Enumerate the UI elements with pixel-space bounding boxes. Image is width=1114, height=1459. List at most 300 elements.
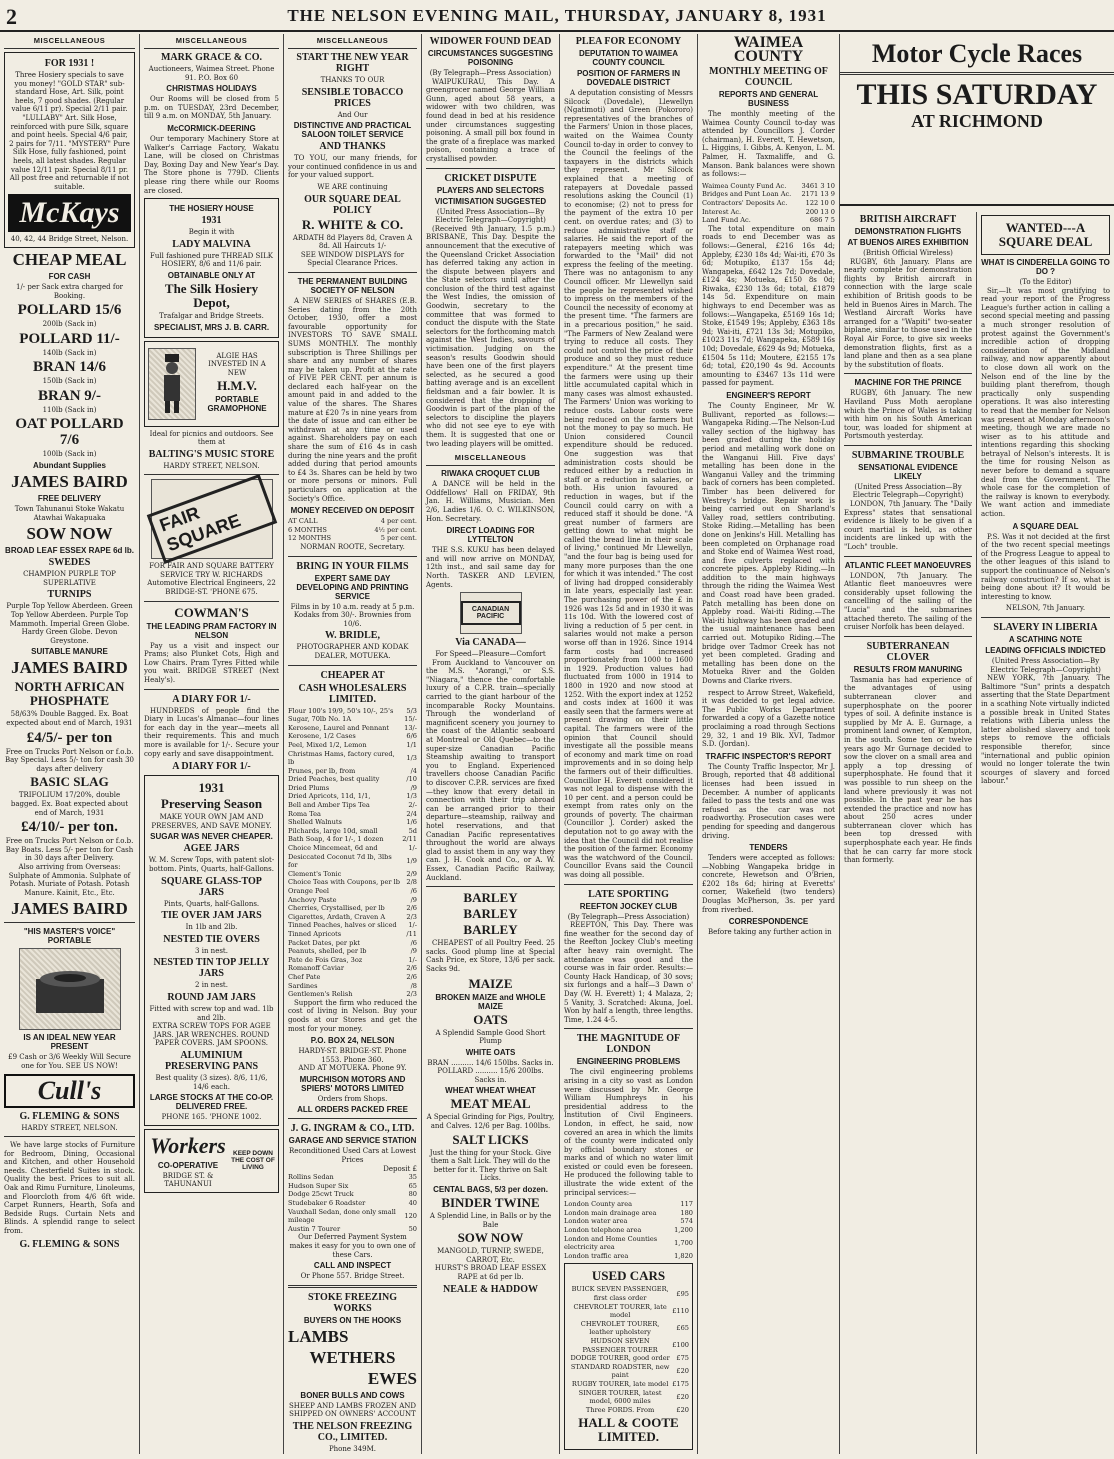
grocery-value: 1/- [408, 844, 417, 853]
grocery-value: 2/11 [402, 835, 417, 844]
ad-note: SEE WINDOW DISPLAYS for Special Clearance Prices. [300, 250, 405, 268]
grocery-item: Peanuts, shelled, per lb [288, 947, 367, 956]
ad-note: And Our [337, 110, 368, 119]
ad-note: Orders from Shops. [317, 1094, 388, 1103]
grocery-value: 1/3 [406, 753, 417, 762]
furniture-ad-body: We have large stocks of Furniture for Bedroom, Dining, Occasional and Kitchen, and other Household needs. Chesterfield Suites in stock. Quality the best. Prices to suit all. Oak and Rimu Furniture, Linoleums, and Floorcloth from 4/6 6ft wide. Carpet Runners, Hearth, Sofa and Bedside Rugs. Curtain Nets and Blinds. A splendid range to select from. [4, 1141, 135, 1236]
section-heading: MISCELLANEOUS [426, 451, 555, 466]
table-row [288, 896, 417, 905]
ad-headline: MEAT MEAL [450, 1096, 531, 1112]
table-row [564, 1200, 693, 1209]
grocery-value: 1/- [408, 955, 417, 964]
price-line: OAT POLLARD 7/6 [15, 416, 124, 449]
grocery-value: /8 [410, 981, 417, 990]
ad-headline: TIE OVER JAM JARS [161, 910, 262, 922]
article-subhead: CORRESPONDENCE [728, 917, 809, 927]
logo-text: Workers [150, 1132, 226, 1158]
ad-headline: NORTH AFRICAN PHOSPHATE [14, 679, 125, 709]
table-row [568, 1380, 689, 1389]
ad-address: HARDY STREET, NELSON. [21, 1123, 118, 1132]
grocery-item: Kerosene, 1/2 Cases [288, 732, 356, 741]
ad-headline: AND THANKS [319, 141, 386, 153]
table-row [288, 526, 417, 535]
table-row [288, 750, 417, 767]
grocery-item: Flour 100's 19/9, 50's 10/-, 25's [288, 706, 394, 715]
ad-note: PHOTOGRAPHER AND KODAK DEALER, MOTUEKA. [296, 643, 409, 660]
table-row [288, 534, 417, 543]
ad-note: A Splendid Sample Good Short Plump [435, 1028, 546, 1046]
ad-subhead: CALL AND INSPECT [313, 1261, 392, 1271]
ad-note: CHAMPION PURPLE TOP SUPERLATIVE [23, 570, 116, 587]
ad-subhead: P.O. BOX 24, NELSON [310, 1036, 395, 1046]
divider [426, 886, 555, 887]
divider [4, 922, 135, 923]
article-headline: LATE SPORTING [588, 888, 669, 900]
divider [144, 689, 279, 690]
table-row [564, 1209, 693, 1218]
ad-body: TO YOU, our many friends, for your continued confidence in us and for your valued support. [288, 154, 418, 180]
article-body: Tasmania has had experience of the advantages of using subterranean clover and superphosphate on the poorer types of soil. A definite instance is supplied by Mr A. E. Gurnage, a prominent land owner, of Kempton, in the south. Some ten or twelve years ago Mr Gurnage decided to sow the clover on a small area and apply a top dressing of superphosphate. He found that it was possible to run sheep on the land where previously it was not possible. In the past year he has extended the practice and now has about 250 acres under subterranean clover which has been top dressed with superphosphate each year. He finds that he can carry far more stock than formerly. [844, 675, 972, 865]
price-line: POLLARD 11/- [19, 330, 120, 347]
ad-subhead: GARAGE AND SERVICE STATION [288, 1136, 417, 1146]
ad-subhead: THE HOSIERY HOUSE [169, 204, 254, 214]
price-line: BRAN 14/6 [33, 359, 106, 376]
ad-body: A DANCE will be held in the Oddfellows' Hall on FRIDAY, 9th Jan. H. Williams, Musician. Men 2/6, Ladies 1/6. O. C. WILKINSON, Hon. Secretary. [426, 480, 555, 523]
ad-headline: NESTED TIE OVERS [163, 933, 260, 945]
table-row [564, 1235, 693, 1252]
table-row [288, 982, 417, 991]
logo-text: FAIR SQUARE [146, 474, 277, 564]
grocery-item: Packet Dates, per pkt [288, 938, 360, 947]
fleming-name: G. FLEMING & SONS [19, 1110, 120, 1122]
ad-body: Three Hosiery specials to save you money! "GOLD STAR" sub-standard Hose, Art. Silk, point heels, 7 good shades. (Regular value 6/11 pr). Special 2/11 pair. "LULLABY" Art. Silk Hose, reinforced with pure Silk, square and point heels. Special 4/6 pair, 2 pairs for 7/11. "MYSTERY" Pure Silk Hose, fully fashioned, point heels, all latest shades. Regular value 12/11 pair. Special 8/11 pr. All post free and returnable if not suitable. [9, 71, 130, 191]
car-item: Studebaker 6 Roadster [288, 1199, 366, 1208]
ad-headline: LADY MALVINA [172, 238, 251, 250]
article-headline: SUBMARINE TROUBLE [851, 449, 965, 461]
hosiery-house-ad [144, 198, 279, 337]
ad-subhead: DISTINCTIVE AND PRACTICAL SALOON TOILET SERVICE [293, 121, 412, 140]
area-value: 1,700 [674, 1238, 693, 1247]
article-body: Sir,—It was most gratifying to read your report of the Progress League's further action in calling a second special meeting and passing a much stronger resolution of protest against the Government's incredible action of dropping consideration of the Midland railway, and now apparently about to close down all work on the Nelson end of the line by the building plant therefrom, though practically only suspending operations. It was also interesting to read that the member for Nelson was present at Monday afternoon's meeting, though we are made no wiser as to his attitude and intentions regarding this shocking betrayal of Nelson's interests. It is the time for rousing Nelson as never before to demand a square deal from the Government. The whole case for the completion of the railway is known to everybody. We want action and immediate action. [981, 286, 1110, 519]
ad-headline: A DIARY FOR 1/- [172, 761, 251, 773]
balance-value: 2171 13 9 [801, 190, 835, 199]
ad-body: THE S.S. KUKU has been delayed and will now arrive on MONDAY, 12th inst., and sail same day for North. TASKER AND LEVIEN, Agents. [426, 546, 555, 589]
used-cars-table [568, 1285, 689, 1414]
ad-subhead: EXPERT SAME DAY DEVELOPING AND PRINTING SERVICE [296, 573, 409, 601]
man-icon [157, 354, 187, 414]
section-heading: MISCELLANEOUS [288, 34, 417, 49]
ad-note: For Speed—Pleasure—Comfort [435, 650, 546, 659]
ad-subhead: LARGE STOCKS AT THE CO-OP. DELIVERED FREE. [149, 1093, 274, 1112]
table-row [288, 844, 417, 853]
article-body: RUGBY, 6th January. The new Haviland Puss Moth aeroplane which the Prince of Wales is taking with him on his South American tour, was loaded for shipment at Portsmouth yesterday. [844, 389, 972, 441]
article-subhead: TENDERS [749, 843, 788, 853]
column-4 [422, 34, 560, 1454]
area-item: London water area [564, 1217, 628, 1226]
ad-note: Fitted with screw top and wad. 1lb and 2lb. [149, 1004, 274, 1022]
article-body: REEFTON, This Day. There was fine weather for the second day of the Reefton Jockey Club's meeting after heavy rain overnight. The attendance was good and the course was in fair order. Results:— County Hack Handicap, of 30 sovs; six furlongs and a half—3 Dawn o' Day (W. H. Everett) 1; 4 Malaza, 2; 5 Vanity, 3. Scratched: Akuna, Joel. Won by half a length, three lengths. Time, 1.24 4-5. [564, 921, 693, 1024]
area-value: 1,200 [674, 1226, 693, 1235]
price-line: POLLARD 15/6 [17, 302, 122, 319]
ad-note: THANKS TO OUR [320, 76, 385, 84]
ad-headline: MARK GRACE & CO. [160, 52, 263, 63]
ad-note: Purple Top Yellow Aberdeen. Green Top Yellow Aberdeen. Purple Top Mammoth. Imperial Green Globe. Hardy Green Globe. Devon Greystone. [6, 602, 133, 645]
man-illustration [148, 348, 196, 420]
table-row [288, 517, 417, 526]
ad-headline: CHEAPER AT [320, 669, 385, 681]
divider [426, 168, 555, 169]
article-body: Tenders were accepted as follows:—Nobbing Wangapeka bridge in concrete, Hewetson and O'Brien, £202 18s 6d; hiring at Everetts' corner, Wakefield (two tenders) Douglas McPherson, 3s. per yard from riverbed. [702, 854, 835, 914]
ad-body: From Auckland to Vancouver on the M.S. "Aorangi," or S.S. "Niagara," thence the comfortable luxury of a C.P.R. train—specially carried to the giant harbour of the incomparable Rocky Mountains. Through the wonderland of magnificent scenery you journey to the coast of the Atlantic seaboard at Montreal or Old Quebec—to the super-size Canadian Pacific Steamship awaiting to transport you to England. Experienced travellers choose Canadian Pacific to discover C.P.R. services are fixed—they know that every detail in connection with their trip abroad can be arranged prior to their departure—steamship, railway and hotel reservations, and that Canadian Pacific representatives throughout the world are always glad to assist them in any way they can. J. H. Cook and Co., or A. W. Essex, Canadian Pacific Railway, Auckland. [426, 658, 555, 882]
article-body: LONDON, 7th January. The Atlantic fleet manoeuvres were considerably upset following the cancelling of the sailing of the "Lucia" and the submarines attached thereto. The sailing of the cruiser Norfolk has been delayed. [844, 571, 972, 632]
article-body: A deputation consisting of Messrs Silcock (Dovedale), Llewellyn (Ngatimoti) and Green (Pokororo) representatives of the branches of the Farmers' Union in those places, waited on the Waimea County Council to-day in order to convey to the Council the feelings of the taxpayers in the districts which they represent. Mr Silcock explained that a meeting of ratepayers at Dovedale passed resolutions asking the Council (1) to economise; (2) not to press for the payment of the extra 10 per cent. on overdue rates; and (3) to reduce administrative staff or salaries. He said the report of the ratepayers meeting which was forwarded to the "Mail" did not express the feeling of the meeting. There was no antagonism to any Council officer. Mr Llewellyn said the people he represented wished to impress on the members of the Council the necessity of economy at the present time. "The farmers are in a precarious position," he said. "The Farmers of New Zealand were trying to reduce all costs. They could not control the price of their produce and so they must reduce expenditure." At the present time the farmers were using up their little accumulated capital which in many cases was almost exhausted. The Farmers' Union was working to reduce costs. Labour costs were being reduced on the farmers but not the money to pay so much. He Union considered Council expenditure should be reduced. One suggestion was that administration costs should be reduced either by a reduction in staff or a reduction in salaries, or both. His union favoured a reduction in wages, but if the Council could carry on with a reduced staff it should be done. "A great number of farmers are getting down to what might be called the bread line in their scale of living," continued Mr Llewellyn, "and the four bag is being used for many more purposes than the one for which it was intended." The cost of living had dropped considerably in late years, especially last year. The purchasing power of the £ in 1926 was 12s 5d and in 1930 it was 11s 10d. With the lowered cost of living a reduction of 5 per cent. in salaries would not make a person worse off than in 1926. Since 1914 farm costs had increased proportionately from 1000 to 1600 in 1929. Production values had fluctuated from 1000 in 1914 to 1800 in 1920 and now stood at 1252. With the export index at 1252 and costs index at 1600 it was easily seen that the farmers were at present drawing on their little capital. The farmers were of the opinion that Council should investigate all the possible means of economy and mark time on road improvements and in so doing help the farmers out of their difficulties. Councillor H. Everett considered it was not legal to dispense with the 10 per cent. and a person could be exempt from rates only on the grounds of poverty. The chairman (Councillor J. Corder) asked the deputation not to go away with the idea that the Council did not realise the position of the farmer. Economy was the watchword of the Council. Councillor Evans said the Council was doing all possible. [564, 89, 693, 880]
hmv-ad [144, 341, 279, 427]
grocery-value: /9 [410, 947, 417, 956]
article-subhead: PLAYERS AND SELECTORS [436, 185, 545, 195]
table-row [288, 818, 417, 827]
ad-headline: USED CARS [591, 1268, 666, 1284]
area-item: London main drainage area [564, 1208, 657, 1217]
grocery-value: /6 [410, 938, 417, 947]
ad-headline: HALL & COOTE LIMITED. [578, 1415, 679, 1445]
ad-headline: BINDER TWINE [441, 1195, 540, 1211]
ad-subhead: CO-OPERATIVE [157, 1160, 219, 1170]
ad-subhead: ALL ORDERS PACKED FREE [297, 1105, 408, 1115]
divider [4, 1136, 135, 1137]
used-car-value: £20 [676, 1367, 689, 1376]
article-subhead: SENSATIONAL EVIDENCE LIKELY [858, 462, 958, 481]
car-value: 65 [408, 1181, 417, 1190]
barley-heading: BARLEY [463, 906, 518, 922]
wethers-heading: WETHERS [309, 1347, 396, 1367]
ad-subhead: WHITE OATS [465, 1047, 516, 1057]
divider [840, 72, 1114, 75]
table-row [702, 190, 835, 199]
ad-subhead: BROAD LEAF ESSEX RAPE 6d lb. [5, 546, 134, 556]
table-row [568, 1363, 689, 1380]
ad-note: 2 in nest. [195, 981, 228, 990]
table-row [288, 707, 417, 716]
ad-headline: CASH WHOLESALERS LIMITED. [298, 682, 407, 705]
banner-subhead: AT RICHMOND [911, 111, 1043, 131]
barley-heading: BARLEY [463, 922, 518, 938]
divider [844, 373, 972, 374]
grocery-value: 2/6 [406, 904, 417, 913]
article-subhead: TRAFFIC INSPECTOR'S REPORT [705, 751, 832, 761]
table-row [288, 887, 417, 896]
ad-note: SHEEP AND LAMBS FROZEN AND SHIPPED ON OWNERS' ACCOUNT [288, 1401, 417, 1419]
fair-square-logo [151, 479, 273, 559]
delivery-towns: Town Tahunanui Stoke Wakatu Atawhai Wakapuaka [14, 505, 125, 522]
used-car-item: CHEVROLET TOURER, late model [573, 1302, 667, 1320]
article-subhead: ENGINEER'S REPORT [726, 391, 811, 400]
ad-address: HARDY STREET, NELSON. [163, 461, 260, 470]
grocery-item: Shelled Walnuts [288, 818, 342, 827]
ad-note: TRIFOLIUM 17/20%, double bagged. Ex. Boat expected about end of March, 1931 [10, 791, 129, 817]
used-car-value: £75 [676, 1354, 689, 1363]
price-line: £4/5/- per ton [26, 729, 113, 746]
grocery-item: Tinned Peaches, halves or sliced [288, 921, 397, 930]
table-row [288, 741, 417, 750]
area-value: 1,820 [674, 1251, 693, 1260]
price-note: 140lb (Sack in) [42, 348, 97, 357]
bank-balances-table [702, 182, 835, 225]
divider [144, 601, 279, 602]
ad-subhead: FREE DELIVERY [37, 494, 102, 504]
grocery-item: Peel, Mixed 1/2, Lemon [288, 740, 367, 749]
rate-term: 6 MONTHS [288, 525, 327, 534]
car-item: Austin 7 Tourer [288, 1224, 341, 1233]
ad-headline: BRING IN YOUR FILMS [296, 560, 409, 572]
article-subhead: CIRCUMSTANCES SUGGESTING POISONING [427, 49, 554, 67]
article-signature: NELSON, 7th January. [1005, 604, 1086, 613]
table-row [568, 1320, 689, 1337]
table-row [288, 956, 417, 965]
table-row [564, 1217, 693, 1226]
table-row [568, 1389, 689, 1406]
balance-value: 686 7 5 [809, 216, 835, 225]
ad-note: Phone 349M. [328, 1444, 377, 1453]
table-row [568, 1285, 689, 1302]
ad-note: Full fashioned pure THREAD SILK HOSIERY, 8/6 and 11/6 pair. [150, 251, 273, 269]
table-row [568, 1354, 689, 1363]
area-value: 574 [680, 1217, 693, 1226]
james-baird-name: JAMES BAIRD [11, 899, 128, 919]
ad-address: Trafalgar and Bridge Streets. [159, 311, 264, 320]
area-item: London County area [564, 1200, 633, 1209]
section-heading: MISCELLANEOUS [144, 34, 279, 49]
ad-headline: Preserving Season [160, 796, 263, 812]
table-row [288, 715, 417, 724]
ad-note: Just the thing for your Stock. Give them a Salt Lick. They will do the better for it. They thrive on Salt Licks. [429, 1148, 552, 1183]
table-row [288, 904, 417, 913]
ad-subhead: BONER BULLS AND COWS [300, 1390, 405, 1400]
ad-headline: THE NELSON FREEZING CO., LIMITED. [292, 1420, 413, 1443]
gramophone-icon [30, 959, 110, 1019]
ad-body: Our Rooms will be closed from 5 p.m. on TUESDAY, 23rd December, till 9 a.m. on MONDAY, 5th January. [144, 95, 279, 121]
price-note: 100lb (Sack in) [42, 450, 97, 459]
ad-subhead: SPECIALIST, MRS J. B. CARR. [153, 322, 270, 332]
ad-body: Pay us a visit and inspect our Prams; also Plunket Cots, High and Low Chairs. Pram Tyres Fitted while you wait. BRIDGE STREET (Next Healy's). [144, 641, 279, 685]
ad-note: A Splendid Line, in Balls or by the Bale [429, 1212, 552, 1229]
ad-body: Support the firm who reduced the cost of living in Nelson. Buy your goods at our Stores and get the most for your money. [288, 998, 417, 1033]
ad-headline: H.M.V. [217, 378, 257, 394]
column-3 [284, 34, 422, 1454]
grocery-item: Dried Plums [288, 783, 330, 792]
balance-item: Bridges and Punt Loan Ac. [702, 190, 792, 199]
ad-note: AND AT MOTUEKA. Phone 9Y. [298, 1064, 407, 1073]
balance-item: Waimea County Fund Ac. [702, 181, 787, 190]
grocery-item: Gentlemen's Relish [288, 990, 353, 999]
table-row [288, 827, 417, 836]
table-row [288, 870, 417, 879]
ad-headline: NESTED TIN TOP JELLY JARS [153, 957, 270, 980]
article-body: WAIPUKURAU, This Day. A greengrocer named George William Gunn, aged about 58 years, a widower with two children, was found dead in bed at his residence under circumstances suggesting poisoning. A small pill box found in the grate of a fireplace was marked poison, containing a trace of crystallised powder. [426, 77, 555, 163]
grocery-item: Prunes, per lb, from [288, 766, 356, 775]
grocery-item: Pate de Fois Gras, 3oz [288, 955, 363, 964]
table-row [288, 775, 417, 784]
table-row [288, 784, 417, 793]
ad-note: Also arriving from Overseas: Sulphate of Ammonia. Sulphate of Potash. Muriate of Potash. Potash Manure. Kainit, Etc., Etc. [8, 862, 131, 897]
table-row [288, 853, 417, 870]
lambs-heading: LAMBS [288, 1326, 349, 1346]
ad-note: Deposit £ [383, 1164, 417, 1173]
article-subhead: ENGINEERING PROBLEMS [576, 1057, 681, 1067]
price-note: 150lb (Sack in) [42, 377, 97, 386]
ad-note: FOR FAIR AND SQUARE BATTERY SERVICE TRY W. RICHARDS Automotive Electrical Engineers, 22 BRIDGE-ST. 'PHONE 675. [147, 562, 276, 597]
sow-now-heading: SOW NOW [26, 524, 113, 544]
ad-note: MANGOLD, TURNIP, SWEDE, CARROT, Etc. [437, 1247, 544, 1264]
ad-subhead: SUITABLE MANURE [31, 647, 108, 657]
used-car-value: £110 [672, 1306, 689, 1315]
table-row [288, 878, 417, 887]
grocery-item: Choice Teas with Coupons, per lb [288, 878, 400, 887]
article-subhead: VICTIMISATION SUGGESTED [434, 196, 547, 206]
price-line: BRAN 9/- [38, 387, 101, 404]
grocery-price-table [288, 707, 417, 999]
grocery-value: 13/- [404, 723, 417, 732]
article-subhead: RESULTS FROM MANURING [853, 664, 963, 674]
ad-headline: R. WHITE & CO. [301, 216, 404, 232]
wanted-box [981, 215, 1110, 255]
table-row [288, 913, 417, 922]
ad-headline: BASIC SLAG [30, 774, 109, 790]
ad-headline: OATS [473, 1011, 508, 1027]
grocery-item: Sugar, 70lb No. 1A [288, 715, 352, 724]
mckays-logo: McKays [8, 194, 131, 232]
deposit-rates-table [288, 517, 417, 543]
article-subhead: LEADING OFFICIALS INDICTED [985, 645, 1106, 655]
divider [844, 445, 972, 446]
ad-note: Auctioneers, Waimea Street. Phone 91. P.O. Box 60 [148, 65, 275, 82]
ad-subhead: MURCHISON MOTORS AND SPIERS' MOTORS LIMITED [299, 1074, 406, 1093]
article-headline: THE MAGNITUDE OF LONDON [576, 1033, 681, 1056]
article-subhead: WHAT IS CINDERELLA GOING TO DO ? [981, 258, 1110, 276]
ad-headline: SENSIBLE TOBACCO PRICES [301, 86, 404, 109]
ad-note: KEEP DOWN THE COST OF LIVING [231, 1150, 275, 1172]
article-headline: CRICKET DISPUTE [444, 172, 537, 184]
ad-note: ALGIE HAS INVESTED IN A NEW [208, 351, 266, 377]
table-row [288, 835, 417, 844]
table-row [702, 182, 835, 191]
table-row [288, 801, 417, 810]
ad-note: 1/- per Sack extra charged for Booking. [15, 282, 124, 300]
ad-headline: MAIZE [468, 975, 513, 991]
divider [288, 272, 417, 273]
used-car-value: £20 [676, 1405, 689, 1414]
grocery-value: /4 [410, 766, 417, 775]
area-item: London telephone area [564, 1226, 642, 1235]
divider [564, 1028, 693, 1029]
table-row [288, 939, 417, 948]
table-row [702, 199, 835, 208]
ad-note: Free on Trucks Port Nelson or f.o.b. Bay Boats. Less 5/- per ton for Cash in 30 days after Delivery. [5, 837, 134, 863]
car-value: 120 [404, 1211, 417, 1220]
ad-subhead: BROKEN MAIZE and WHOLE MAIZE [435, 992, 546, 1011]
ad-headline: 1931 [198, 780, 225, 796]
ad-body: CHEAPEST of all Poultry Feed. 25 sacks. Good plump line at Special Cash Price, ex Store, 13/6 per sack. Sacks 9d. [426, 939, 555, 973]
article-headline: ATLANTIC FLEET MANOEUVRES [844, 560, 972, 570]
ad-note: Or Phone 557. Bridge Street. [300, 1272, 405, 1281]
article-headline: PLEA FOR ECONOMY [575, 36, 682, 47]
table-row [564, 1252, 693, 1261]
grocery-value: 2/6 [406, 964, 417, 973]
section-heading: MISCELLANEOUS [4, 34, 135, 49]
column-2 [140, 34, 284, 1454]
article-body: The County Traffic Inspector, Mr J. Brough, reported that 48 additional licenses had been issued in December. A number of applicants failed to pass the tests and one was refused as the car was not roadworthy. Prosecution cases were pending for speeding and dangerous driving. [702, 762, 835, 840]
area-value: 117 [680, 1200, 693, 1209]
ad-note: HURST'S BROAD LEAF ESSEX RAPE at 6d per lb. [434, 1264, 547, 1281]
rate-value: 4½ per cent. [374, 525, 417, 534]
used-car-item: STANDARD ROADSTER, new paint [570, 1362, 670, 1380]
used-car-item: CHEVROLET TOURER, leather upholstery [580, 1319, 660, 1337]
article-body: Before taking any further action in [708, 928, 832, 937]
used-car-value: £65 [676, 1324, 689, 1333]
grocery-item: Sardines [288, 981, 318, 990]
ad-subhead: "HIS MASTER'S VOICE" PORTABLE [23, 927, 116, 946]
ad-headline: TURNIPS [47, 589, 92, 601]
column-7 [840, 212, 977, 1454]
masthead [0, 0, 1114, 32]
grocery-item: Dried Apricots, 11d, 1/1, [288, 792, 371, 801]
table-row [288, 767, 417, 776]
article-body: The total expenditure on main roads to end December was as follows:—General, £216 16s 4d; Appleby, £230 18s 4d; Wai-iti, £70 3s 6d; Motupiko, £137 15s 4d; Wangapeka, £642 12s 7d; Dovedale, £124 4s; Motueka, £150 8s 0d; Riwaka, £230 13s 6d; total, £1879 14s 5d. Expenditure on main highways to end December was as follows:—Wangapeka, £5169 16s 1d; Stoke, £1549 19s; Appleby, £363 18s 9d; Wai-iti, £721 13s 3d; Motupiko, £1023 11s 7d; Wangapeka, £589 16s 10d; Dovedale, £629 4s 9d; Motueka, £1504 5s 11d; Moutere, £2155 17s 6d; total, £20,190 4s 9d. Accounts amounting to £3467 13s 11d were passed for payment. [702, 224, 835, 388]
ad-headline: A DIARY FOR 1/- [172, 693, 251, 705]
ad-note: HARDY-ST. BRIDGE-ST. Phone 1553. Phone 360. [298, 1047, 407, 1064]
balance-item: Interest Ac. [702, 207, 742, 216]
article-byline: (British Official Wireless) [863, 249, 953, 257]
table-row [568, 1337, 689, 1354]
ad-note: MAKE YOUR OWN JAM AND PRESERVES, AND SAVE MONEY. [151, 813, 272, 830]
article-body: respect to Arrow Street, Wakefield, it was decided to get legal advice. The Public Works Department forwarded a copy of a Gazette notice proclaiming a road through Sections 29, 32, 1 and 19 Blk. XVI, Tadmor S.D. (Jordan). [702, 688, 835, 749]
table-row [702, 208, 835, 217]
used-car-item: BUICK SEVEN PASSENGER, first class order [571, 1285, 669, 1302]
article-subhead: MONTHLY MEETING OF COUNCIL [709, 66, 828, 88]
ad-subhead: CENTAL BAGS, 5/3 per dozen. [433, 1185, 548, 1195]
ad-headline: FOR 1931 ! [44, 58, 95, 69]
article-body: The civil engineering problems arising in a city so vast as London were discussed by Mr. George William Humphreys in his presidential address to the Institution of Civil Engineers. London, in effect, he said, now covered an area in which the limits of the county were indicated only by official boundary stones or marks and of which no water limit existed or could even be foreseen. He produced the following table to illustrate the wide extent of the principal services:— [564, 1068, 693, 1197]
rate-value: 5 per cent. [380, 534, 417, 543]
car-item: Dodge 25cwt Truck [288, 1190, 354, 1199]
article-subhead: POSITION OF FARMERS IN DOVEDALE DISTRICT [576, 69, 681, 87]
grocery-value: 2/3 [406, 990, 417, 999]
used-car-value: £100 [672, 1341, 689, 1350]
article-body: P.S. Was it not decided at the first of the two recent special meetings of the Progress League to appeal to the other leagues of this island to support the continuance of Nelson's railway construction? If so, what is being done about it? It would be interesting to know. [981, 532, 1110, 601]
banner-headline: THIS SATURDAY [856, 78, 1098, 111]
grocery-item: Cigarettes, Ardath, Craven A [288, 912, 386, 921]
grocery-item: Anchovy Paste [288, 895, 337, 904]
table-row [564, 1226, 693, 1235]
ad-headline: AGEE JARS [183, 843, 240, 855]
grocery-value: 1/9 [406, 856, 417, 865]
banner-headline: Motor Cycle Races [871, 39, 1083, 68]
page-number: 2 [6, 4, 17, 29]
ad-body: Our temporary Machinery Store at Walker's Carriage Factory, Wakatu Lane, will be closed on Christmas Day, Boxing Day and New Year's Day. The Store phone is 779D. Clients please ring there while our Rooms are closed. [144, 134, 279, 195]
ad-subhead: CHRISTMAS HOLIDAYS [166, 84, 257, 94]
rate-term: 12 MONTHS [288, 534, 332, 543]
ad-note: PHONE 165. 'PHONE 1002. [161, 1113, 262, 1122]
ad-subhead: BUYERS ON THE HOOKS [303, 1315, 402, 1325]
divider [288, 556, 417, 557]
ad-subhead: PORTABLE GRAMOPHONE [207, 395, 267, 414]
table-row [702, 216, 835, 225]
ad-subhead: SUGAR WAS NEVER CHEAPER. [150, 832, 273, 842]
grocery-item: Orange Peel [288, 887, 330, 895]
grocery-item: Bath Soap, 4 for 1/-, 1 dozen [288, 835, 384, 844]
ad-subhead: DIRECT LOADING FOR LYTTELTON [446, 526, 535, 545]
ad-note: Films in by 10 a.m. ready at 5 p.m. Kodaks from 30/-. Brownies from 10/6. [290, 602, 415, 628]
ad-subhead: FOR CASH [48, 271, 91, 281]
